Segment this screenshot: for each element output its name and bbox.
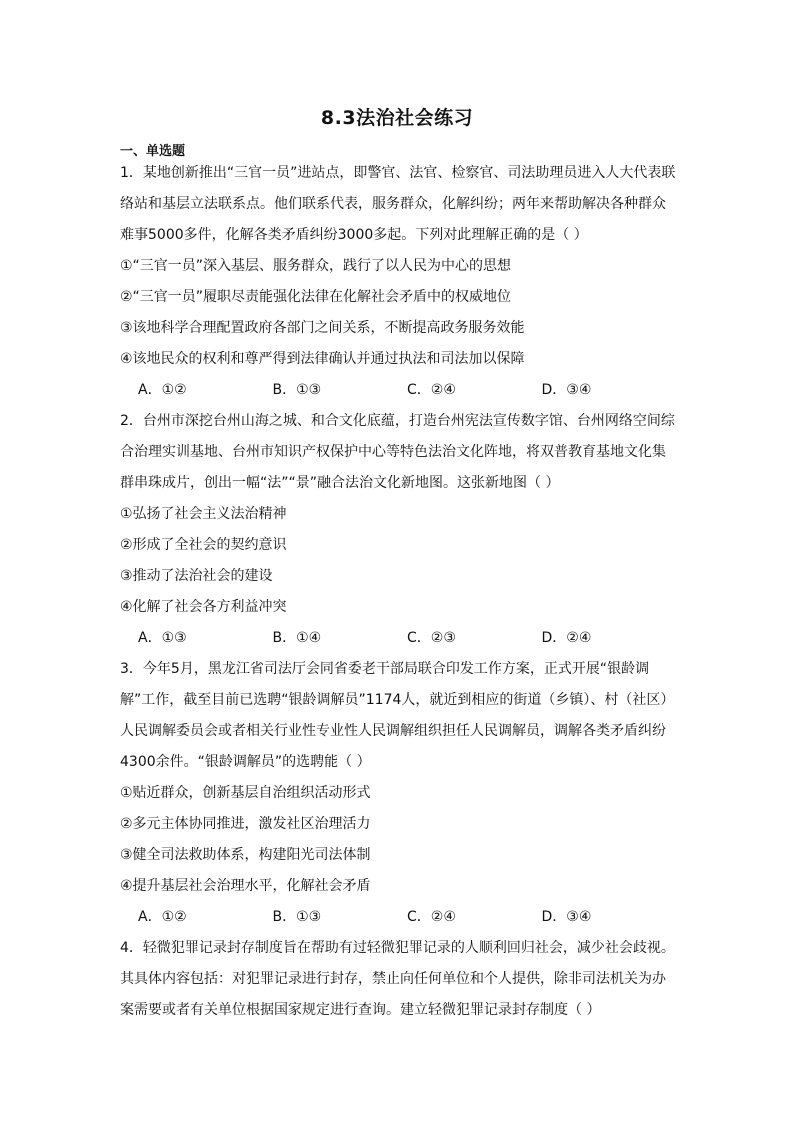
statement-option: ①弘扬了社会主义法治精神 <box>120 506 287 522</box>
statement-option: ②多元主体协同推进，激发社区治理活力 <box>120 816 371 832</box>
question-4 <box>120 933 676 1026</box>
answer-choice-c: C．②④ <box>407 382 456 398</box>
statement-option: ①贴近群众，创新基层自治组织活动形式 <box>120 785 371 801</box>
question-list <box>120 158 676 1026</box>
question-stem: 2．台州市深挖台州山海之城、和合文化底蕴，打造台州宪法宣传数字馆、台州网络空间综合治理实训基地、台州市知识产权保护中心等特色法治文化阵地，将双普教育基地文化集群串珠成片，创出一幅“法”“景”融合法治文化新地图。这张新地图（ ） <box>120 413 675 491</box>
statement-option: ②形成了全社会的契约意识 <box>120 537 287 553</box>
statement-option: ④提升基层社会治理水平，化解社会矛盾 <box>120 878 371 894</box>
question-stem: 4．轻微犯罪记录封存制度旨在帮助有过轻微犯罪记录的人顺利回归社会，减少社会歧视。其具体内容包括：对犯罪记录进行封存，禁止向任何单位和个人提供，除非司法机关为办案需要或者有关单位根据国家规定进行查询。建立轻微犯罪记录封存制度（ ） <box>120 940 675 1018</box>
question-3 <box>120 654 676 933</box>
answer-choice-c: C．②③ <box>407 630 456 646</box>
question-stem: 1．某地创新推出“三官一员”进站点，即警官、法官、检察官、司法助理员进入人大代表联络站和基层立法联系点。他们联系代表，服务群众，化解纠纷；两年来帮助解决各种群众难事5000多件，化解各类矛盾纠纷3000多起。下列对此理解正确的是（ ） <box>120 165 676 243</box>
question-1 <box>120 158 676 406</box>
answer-choice-d: D．②④ <box>541 630 592 646</box>
answer-choice-b: B．①③ <box>272 382 322 398</box>
question-stem: 3．今年5月，黑龙江省司法厅会同省委老干部局联合印发工作方案，正式开展“银龄调解”工作，截至目前已选聘“银龄调解员”1174人，就近到相应的街道（乡镇）、村（社区）人民调解委员会或者相关行业性专业性人民调解组织担任人民调解员，调解各类矛盾纠纷4300余件。“银龄调解员”的选聘能（ ） <box>120 661 675 770</box>
page-title: 8.3法治社会练习 <box>320 107 474 129</box>
section-heading: 一、单选题 <box>120 144 186 159</box>
statement-option: ②“三官一员”履职尽责能强化法律在化解社会矛盾中的权威地位 <box>120 289 512 305</box>
statement-option: ③该地科学合理配置政府各部门之间关系，不断提高政务服务效能 <box>120 320 525 336</box>
answer-choice-a: A．①② <box>138 382 187 398</box>
answer-choices <box>120 623 676 654</box>
answer-choice-a: A．①③ <box>138 630 187 646</box>
statement-option: ④化解了社会各方利益冲突 <box>120 599 287 615</box>
answer-choice-b: B．①③ <box>272 909 322 925</box>
answer-choices <box>120 902 676 933</box>
statement-option: ③健全司法救助体系，构建阳光司法体制 <box>120 847 371 863</box>
answer-choice-b: B．①④ <box>272 630 322 646</box>
question-2 <box>120 406 676 654</box>
statement-option: ③推动了法治社会的建设 <box>120 568 273 584</box>
answer-choice-d: D．③④ <box>541 382 592 398</box>
statement-option: ④该地民众的权利和尊严得到法律确认并通过执法和司法加以保障 <box>120 351 525 367</box>
statement-option: ①“三官一员”深入基层、服务群众，践行了以人民为中心的思想 <box>120 258 512 274</box>
answer-choices <box>120 375 676 406</box>
answer-choice-a: A．①② <box>138 909 187 925</box>
answer-choice-c: C．②④ <box>407 909 456 925</box>
answer-choice-d: D．③④ <box>541 909 592 925</box>
